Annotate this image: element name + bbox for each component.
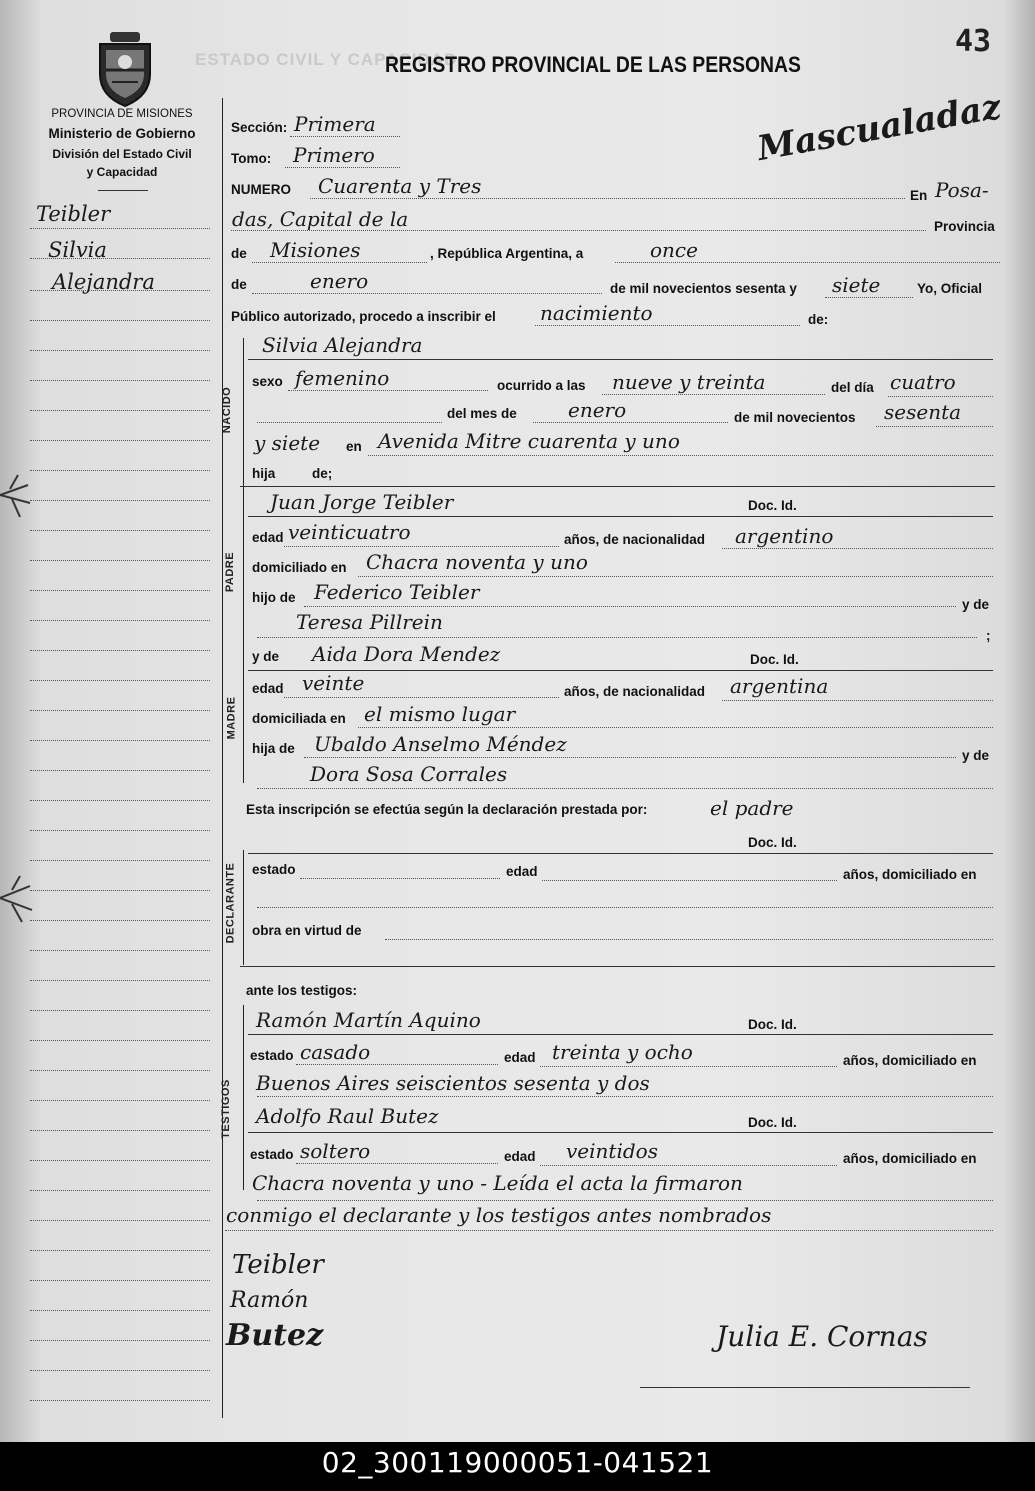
margin-line bbox=[30, 950, 210, 951]
closing-text: conmigo el declarante y los testigos antes nombrados bbox=[226, 1203, 772, 1227]
margin-surname: Teibler bbox=[36, 202, 111, 226]
esta-value: el padre bbox=[710, 796, 794, 820]
province-value: Misiones bbox=[270, 238, 361, 262]
margin-line bbox=[30, 890, 210, 891]
margin-line bbox=[30, 258, 210, 259]
nacido-name: Silvia Alejandra bbox=[262, 333, 423, 357]
padre-nac-value: argentino bbox=[735, 524, 834, 548]
w1-estado-value: casado bbox=[300, 1040, 371, 1064]
obra-line bbox=[385, 939, 993, 940]
month-value: enero bbox=[310, 269, 369, 293]
city-value: das, Capital de la bbox=[232, 207, 409, 231]
madre-dom-line bbox=[358, 727, 993, 728]
org-ministry: Ministerio de Gobierno bbox=[48, 126, 196, 141]
madre-name: Aida Dora Mendez bbox=[312, 642, 501, 666]
padre-dom-value: Chacra noventa y uno bbox=[366, 550, 588, 574]
padre-mother-line bbox=[257, 637, 977, 638]
officer-signature-line bbox=[640, 1387, 970, 1388]
page-number: 43 bbox=[955, 24, 992, 59]
w2-name: Adolfo Raul Butez bbox=[256, 1104, 439, 1128]
tomo-label: Tomo: bbox=[231, 151, 272, 166]
closing-line bbox=[225, 1230, 993, 1231]
margin-line bbox=[30, 590, 210, 591]
section-declarante: DECLARANTE bbox=[224, 862, 237, 944]
margin-line bbox=[30, 500, 210, 501]
margin-rule bbox=[222, 98, 223, 1418]
madre-nac-line bbox=[722, 700, 993, 701]
madre-dom-label: domiciliada en bbox=[252, 711, 346, 726]
margin-line bbox=[30, 380, 210, 381]
madre-edad-value: veinte bbox=[302, 671, 365, 695]
dia-line bbox=[888, 396, 993, 397]
padre-yde-label: y de bbox=[962, 597, 990, 612]
margin-line bbox=[30, 440, 210, 441]
day-value: once bbox=[650, 238, 698, 262]
numero-value: Cuarenta y Tres bbox=[318, 174, 482, 198]
w2-doc-label: Doc. Id. bbox=[748, 1115, 797, 1130]
faint-stamp-text: ESTADO CIVIL Y CAPACIDAD bbox=[195, 50, 458, 69]
mil-value: sesenta bbox=[884, 400, 962, 424]
act-value: nacimiento bbox=[540, 301, 653, 325]
mes-blank-line bbox=[257, 422, 442, 423]
yo-label: Yo, Oficial bbox=[917, 281, 983, 296]
binding-mark-icon bbox=[0, 868, 40, 928]
margin-line bbox=[30, 530, 210, 531]
declarante-estado-line bbox=[300, 878, 500, 879]
mes-line bbox=[533, 422, 728, 423]
section-rule bbox=[243, 850, 244, 965]
declarante-edad-label: edad bbox=[506, 864, 538, 879]
signature-declarante: Teibler bbox=[232, 1250, 324, 1280]
madre-hija-label: hija de bbox=[252, 741, 295, 756]
w1-estado-label: estado bbox=[250, 1048, 294, 1063]
w1-dom-value: Buenos Aires seiscientos sesenta y dos bbox=[256, 1071, 650, 1095]
year-label: de mil novecientos sesenta y bbox=[610, 281, 797, 296]
provincia-label: Provincia bbox=[934, 219, 995, 234]
seccion-value: Primera bbox=[294, 112, 376, 136]
hour-value: nueve y treinta bbox=[612, 370, 766, 394]
madre-yde-label: y de bbox=[252, 649, 280, 664]
tomo-line bbox=[285, 167, 400, 168]
margin-line bbox=[30, 920, 210, 921]
margin-line bbox=[30, 1100, 210, 1101]
org-province: PROVINCIA DE MISIONES bbox=[51, 108, 193, 120]
margin-line bbox=[30, 1310, 210, 1311]
nacido-name-line bbox=[248, 359, 993, 360]
padre-mother-value: Teresa Pillrein bbox=[296, 610, 443, 634]
hija-label: hija bbox=[252, 466, 276, 481]
section-rule bbox=[243, 1005, 244, 1190]
margin-line bbox=[30, 350, 210, 351]
padre-dom-label: domiciliado en bbox=[252, 560, 347, 575]
w2-edad-label: edad bbox=[504, 1149, 536, 1164]
seccion-label: Sección: bbox=[231, 120, 288, 135]
margin-line bbox=[30, 320, 210, 321]
margin-line bbox=[30, 1190, 210, 1191]
margin-line bbox=[30, 830, 210, 831]
madre-father-line bbox=[304, 757, 956, 758]
w2-edad-line bbox=[540, 1165, 837, 1166]
tomo-value: Primero bbox=[293, 143, 375, 167]
madre-nac-value: argentina bbox=[730, 674, 829, 698]
act-line bbox=[535, 325, 800, 326]
padre-name-line bbox=[248, 516, 993, 517]
padre-father-line bbox=[304, 606, 956, 607]
margin-line bbox=[30, 980, 210, 981]
w2-estado-value: soltero bbox=[300, 1139, 371, 1163]
w1-anos-label: años, domiciliado en bbox=[843, 1053, 977, 1068]
esta-label: Esta inscripción se efectúa según la declaración prestada por: bbox=[246, 802, 648, 817]
margin-line bbox=[30, 1130, 210, 1131]
mil-line bbox=[876, 426, 993, 427]
madre-yde2-label: y de bbox=[962, 748, 990, 763]
numero-line bbox=[310, 198, 905, 199]
sexo-value: femenino bbox=[295, 366, 390, 390]
day-line bbox=[615, 262, 1000, 263]
section-padre: PADRE bbox=[224, 551, 237, 593]
en-value: Posa- bbox=[935, 178, 989, 202]
sexo-label: sexo bbox=[252, 374, 283, 389]
madre-mother-value: Dora Sosa Corrales bbox=[310, 762, 508, 786]
madre-edad-line bbox=[284, 697, 559, 698]
w2-name-line bbox=[248, 1132, 993, 1133]
month-line bbox=[252, 293, 602, 294]
margin-line bbox=[30, 410, 210, 411]
hija-de-label: de; bbox=[312, 466, 333, 481]
declarante-estado-label: estado bbox=[252, 862, 296, 877]
w2-anos-label: años, domiciliado en bbox=[843, 1151, 977, 1166]
de2-label: de bbox=[231, 277, 247, 292]
top-signature: Mascualadaz bbox=[754, 86, 1004, 170]
margin-line bbox=[30, 650, 210, 651]
margin-line bbox=[30, 860, 210, 861]
margin-line bbox=[30, 290, 210, 291]
org-division: División del Estado Civil bbox=[52, 147, 192, 161]
padre-name: Juan Jorge Teibler bbox=[270, 490, 454, 514]
padre-doc-label: Doc. Id. bbox=[748, 498, 797, 513]
margin-line bbox=[30, 710, 210, 711]
signature-officer: Julia E. Cornas bbox=[716, 1320, 928, 1353]
sexo-line bbox=[288, 390, 488, 391]
section-nacido: NACIDO bbox=[221, 386, 234, 434]
w2-estado-line bbox=[296, 1163, 498, 1164]
declarante-anos-label: años, domiciliado en bbox=[843, 867, 977, 882]
de3-label: de: bbox=[808, 312, 829, 327]
mes-value: enero bbox=[568, 398, 627, 422]
margin-line bbox=[30, 1160, 210, 1161]
margin-line bbox=[30, 1340, 210, 1341]
section-rule bbox=[243, 338, 244, 783]
ocurrido-label: ocurrido a las bbox=[497, 378, 586, 393]
declarante-dom-line bbox=[257, 907, 993, 908]
w1-edad-value: treinta y ocho bbox=[552, 1040, 693, 1064]
margin-line bbox=[30, 1250, 210, 1251]
province-line bbox=[252, 262, 427, 263]
dia-label: del día bbox=[831, 380, 874, 395]
place-value: Avenida Mitre cuarenta y uno bbox=[378, 429, 680, 453]
place-line bbox=[368, 455, 993, 456]
seccion-line bbox=[290, 136, 400, 137]
margin-line bbox=[30, 1040, 210, 1041]
section-testigos: TESTIGOS bbox=[219, 1079, 232, 1139]
margin-line bbox=[30, 680, 210, 681]
w1-doc-label: Doc. Id. bbox=[748, 1017, 797, 1032]
padre-nac-line bbox=[722, 548, 993, 549]
mil-label: de mil novecientos bbox=[734, 410, 856, 425]
nacido-bottom-rule bbox=[240, 486, 995, 487]
padre-semicolon: ; bbox=[986, 628, 991, 643]
year-value: siete bbox=[832, 273, 881, 297]
ante-label: ante los testigos: bbox=[246, 983, 358, 998]
padre-nac-label: años, de nacionalidad bbox=[564, 532, 706, 547]
header-rule bbox=[98, 190, 148, 191]
margin-line bbox=[30, 560, 210, 561]
padre-edad-value: veinticuatro bbox=[288, 520, 411, 544]
year-line bbox=[825, 297, 913, 298]
padre-father-value: Federico Teibler bbox=[314, 580, 480, 604]
margin-line bbox=[30, 1220, 210, 1221]
w1-name-line bbox=[248, 1034, 993, 1035]
margin-middlename: Alejandra bbox=[52, 270, 155, 294]
madre-nac-label: años, de nacionalidad bbox=[564, 684, 706, 699]
margin-line bbox=[30, 1010, 210, 1011]
margin-line bbox=[30, 740, 210, 741]
margin-line bbox=[30, 1280, 210, 1281]
republica-label: , República Argentina, a bbox=[430, 246, 584, 261]
publico-label: Público autorizado, procedo a inscribir el bbox=[231, 309, 496, 324]
margin-line bbox=[30, 620, 210, 621]
nacido-year-cont: y siete bbox=[254, 431, 321, 455]
margin-line bbox=[30, 470, 210, 471]
declarante-name-line bbox=[248, 853, 993, 854]
madre-doc-label: Doc. Id. bbox=[750, 652, 799, 667]
section-madre: MADRE bbox=[225, 696, 238, 740]
margin-line bbox=[30, 1400, 210, 1401]
declarante-doc-label: Doc. Id. bbox=[748, 835, 797, 850]
madre-father-value: Ubaldo Anselmo Méndez bbox=[314, 732, 567, 756]
hour-line bbox=[602, 394, 825, 395]
declarante-bottom-rule bbox=[240, 966, 995, 967]
registry-title: REGISTRO PROVINCIAL DE LAS PERSONAS bbox=[385, 52, 801, 77]
madre-mother-line bbox=[257, 788, 993, 789]
w2-dom-line bbox=[257, 1200, 993, 1201]
en-label: En bbox=[910, 188, 928, 203]
archive-code: 02_300119000051-041521 bbox=[0, 1442, 1035, 1491]
signature-witness-2: Butez bbox=[226, 1318, 324, 1353]
signature-witness-1: Ramón bbox=[230, 1288, 309, 1313]
margin-line bbox=[30, 228, 210, 229]
w2-dom-value: Chacra noventa y uno - Leída el acta la firmaron bbox=[252, 1171, 743, 1195]
margin-line bbox=[30, 1370, 210, 1371]
de-label: de bbox=[231, 246, 247, 261]
w1-estado-line bbox=[296, 1064, 498, 1065]
w1-edad-label: edad bbox=[504, 1050, 536, 1065]
w1-dom-line bbox=[257, 1096, 993, 1097]
w1-name: Ramón Martín Aquino bbox=[256, 1008, 481, 1032]
madre-edad-label: edad bbox=[252, 681, 284, 696]
obra-label: obra en virtud de bbox=[252, 923, 362, 938]
coat-of-arms-icon bbox=[92, 30, 158, 108]
dia-value: cuatro bbox=[890, 370, 956, 394]
margin-line bbox=[30, 770, 210, 771]
w1-edad-line bbox=[540, 1066, 837, 1067]
margin-line bbox=[30, 1070, 210, 1071]
declarante-edad-line bbox=[542, 880, 837, 881]
binding-mark-icon bbox=[0, 465, 40, 525]
margin-line bbox=[30, 800, 210, 801]
numero-label: NUMERO bbox=[231, 182, 291, 197]
nacido-en-label: en bbox=[346, 439, 362, 454]
margin-firstname: Silvia bbox=[48, 238, 107, 262]
w2-estado-label: estado bbox=[250, 1147, 294, 1162]
padre-edad-label: edad bbox=[252, 530, 284, 545]
mes-label: del mes de bbox=[447, 406, 517, 421]
org-capacity: y Capacidad bbox=[86, 165, 158, 179]
padre-hijo-label: hijo de bbox=[252, 590, 296, 605]
w2-edad-value: veintidos bbox=[566, 1139, 658, 1163]
padre-edad-line bbox=[284, 546, 559, 547]
madre-dom-value: el mismo lugar bbox=[364, 702, 516, 726]
padre-dom-line bbox=[358, 576, 993, 577]
